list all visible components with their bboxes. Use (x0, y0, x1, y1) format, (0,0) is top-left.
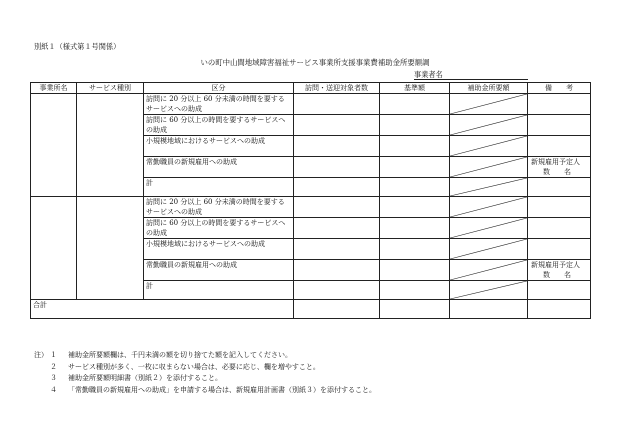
recipient-count-cell[interactable] (294, 178, 380, 197)
subtotal-label: 計 (144, 281, 294, 300)
required-amount-cell[interactable] (450, 94, 528, 115)
required-amount-cell[interactable] (450, 260, 528, 281)
note-text: サービス種別が多く、一枚に収まらない場合は、必要に応じ、欄を増やすこと。 (68, 362, 320, 371)
new-hire-count: 数 名 (543, 168, 571, 176)
recipient-count-cell[interactable] (294, 115, 380, 136)
standard-amount-cell[interactable] (380, 157, 450, 178)
diagonal-strike (450, 94, 527, 114)
note-item (34, 385, 594, 397)
subtotal-label: 計 (144, 178, 294, 197)
standard-amount-cell[interactable] (380, 178, 450, 197)
remarks-cell[interactable] (528, 178, 591, 197)
office-name-cell[interactable] (31, 197, 77, 300)
required-amount-cell[interactable] (450, 178, 528, 197)
recipient-count-cell[interactable] (294, 218, 380, 239)
notes-section (34, 350, 594, 396)
column-header: 区分 (144, 83, 294, 94)
note-text: 補助金所要額欄は、千円未満の額を切り捨てた額を記入してください。 (68, 351, 292, 359)
remarks-cell[interactable] (528, 260, 591, 281)
standard-amount-cell[interactable] (380, 300, 450, 319)
note-number: ２ (50, 362, 57, 371)
remarks-cell[interactable] (528, 300, 591, 319)
remarks-cell[interactable] (528, 281, 591, 300)
notes-lead: 注） (34, 351, 48, 359)
kubun-cell: 訪問に 20 分以上 60 分未満の時間を要するサービスへの助成 (144, 94, 294, 115)
required-amount-cell[interactable] (450, 157, 528, 178)
remarks-cell[interactable] (528, 239, 591, 260)
note-item (34, 362, 594, 374)
column-header: 補助金所要額 (450, 83, 528, 94)
column-header: サービス種別 (77, 83, 144, 94)
standard-amount-cell[interactable] (380, 218, 450, 239)
note-number: １ (50, 351, 57, 359)
kubun-cell: 訪問に 60 分以上の時間を要するサービスへの助成 (144, 218, 294, 239)
kubun-cell: 訪問に 20 分以上 60 分未満の時間を要するサービスへの助成 (144, 197, 294, 218)
diagonal-strike (450, 157, 527, 177)
remarks-cell[interactable] (528, 115, 591, 136)
remarks-cell[interactable] (528, 218, 591, 239)
operator-name-field[interactable] (414, 70, 528, 80)
diagonal-strike (450, 239, 527, 259)
service-type-cell[interactable] (77, 197, 144, 300)
column-header: 訪問・送迎対象者数 (294, 83, 380, 94)
subsidy-table (30, 82, 591, 319)
note-item (34, 373, 594, 385)
operator-label: 事業者名 (414, 70, 443, 79)
standard-amount-cell[interactable] (380, 281, 450, 300)
grand-total-row (31, 300, 591, 319)
recipient-count-cell[interactable] (294, 260, 380, 281)
required-amount-cell[interactable] (450, 300, 528, 319)
note-number: ４ (50, 385, 57, 394)
recipient-count-cell[interactable] (294, 300, 380, 319)
required-amount-cell[interactable] (450, 218, 528, 239)
new-hire-note: 新規雇用予定人 (531, 261, 580, 269)
remarks-cell[interactable] (528, 157, 591, 178)
diagonal-strike (450, 260, 527, 280)
remarks-cell[interactable] (528, 197, 591, 218)
remarks-cell[interactable] (528, 136, 591, 157)
recipient-count-cell[interactable] (294, 281, 380, 300)
standard-amount-cell[interactable] (380, 260, 450, 281)
table-row (31, 94, 591, 115)
standard-amount-cell[interactable] (380, 115, 450, 136)
kubun-cell: 常勤職員の新規雇用への助成 (144, 157, 294, 178)
required-amount-cell[interactable] (450, 197, 528, 218)
recipient-count-cell[interactable] (294, 157, 380, 178)
diagonal-strike (450, 115, 527, 135)
standard-amount-cell[interactable] (380, 136, 450, 157)
note-text: 「常勤職員の新規雇用への助成」を申請する場合は、新規雇用計画書（別紙３）を添付すること。 (68, 385, 376, 394)
new-hire-count: 数 名 (543, 271, 571, 279)
note-item (34, 350, 594, 362)
column-header: 基準額 (380, 83, 450, 94)
note-text: 補助金所要額明細書（別紙２）を添付すること。 (68, 374, 222, 382)
kubun-cell: 小規模地域におけるサービスへの助成 (144, 239, 294, 260)
kubun-cell: 訪問に 60 分以上の時間を要するサービスへの助成 (144, 115, 294, 136)
note-number: ３ (50, 374, 57, 382)
required-amount-cell[interactable] (450, 239, 528, 260)
standard-amount-cell[interactable] (380, 197, 450, 218)
diagonal-strike (450, 178, 527, 196)
column-header: 事業所名 (31, 83, 77, 94)
document-title: いの町中山間地域障害福祉サービス事業所支援事業費補助金所要額調 (200, 58, 430, 67)
kubun-cell: 小規模地域におけるサービスへの助成 (144, 136, 294, 157)
diagonal-strike (450, 197, 527, 217)
required-amount-cell[interactable] (450, 115, 528, 136)
diagonal-strike (450, 281, 527, 299)
table-header-row (31, 83, 591, 94)
recipient-count-cell[interactable] (294, 239, 380, 260)
service-type-cell[interactable] (77, 94, 144, 197)
diagonal-strike (450, 136, 527, 156)
table-row (31, 197, 591, 218)
column-header: 備 考 (528, 83, 591, 94)
recipient-count-cell[interactable] (294, 197, 380, 218)
kubun-cell: 常勤職員の新規雇用への助成 (144, 260, 294, 281)
new-hire-note: 新規雇用予定人 (531, 158, 580, 166)
diagonal-strike (450, 218, 527, 238)
standard-amount-cell[interactable] (380, 239, 450, 260)
form-number: 別紙１（様式第１号関係） (34, 42, 121, 51)
standard-amount-cell[interactable] (380, 94, 450, 115)
office-name-cell[interactable] (31, 94, 77, 197)
required-amount-cell[interactable] (450, 281, 528, 300)
grand-total-label: 合計 (31, 300, 294, 319)
required-amount-cell[interactable] (450, 136, 528, 157)
recipient-count-cell[interactable] (294, 94, 380, 115)
recipient-count-cell[interactable] (294, 136, 380, 157)
remarks-cell[interactable] (528, 94, 591, 115)
